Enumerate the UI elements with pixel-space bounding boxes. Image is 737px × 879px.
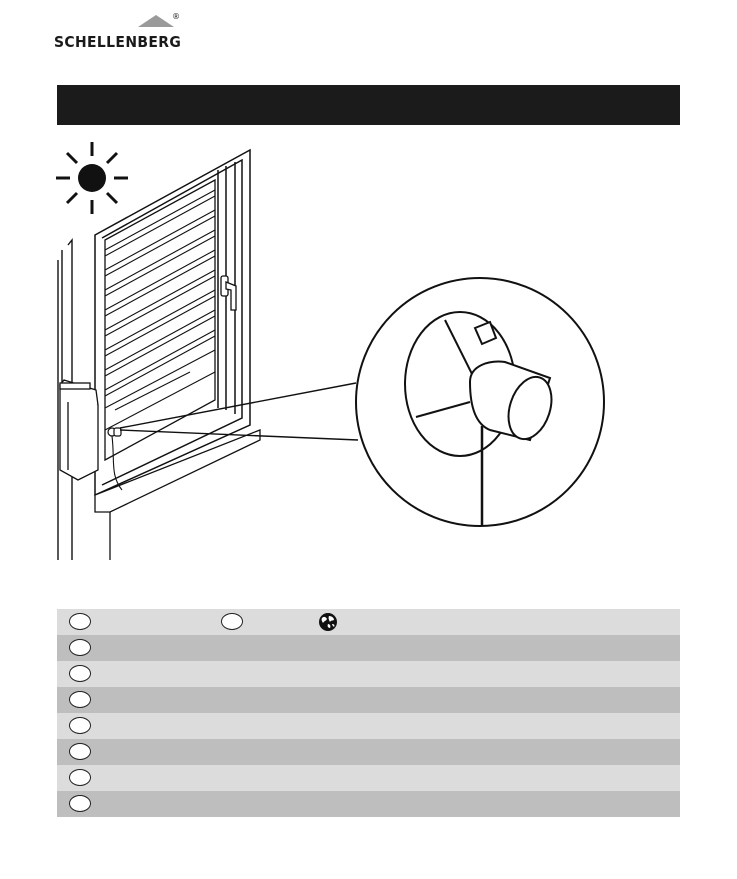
- registered-mark: ®: [172, 12, 180, 21]
- language-row: [57, 791, 680, 817]
- language-row: [57, 739, 680, 765]
- language-row: [57, 635, 680, 661]
- language-code-badge: [69, 769, 91, 786]
- brand-logo: [54, 14, 184, 54]
- language-code-badge: [221, 613, 243, 630]
- language-code-badge: [69, 795, 91, 812]
- language-code-badge: [69, 613, 91, 630]
- language-code-badge: [69, 717, 91, 734]
- title-bar: [57, 85, 680, 125]
- language-code-badge: [69, 743, 91, 760]
- language-code-badge: [69, 665, 91, 682]
- language-table: [57, 609, 680, 817]
- window-shutter-illustration: [50, 140, 680, 560]
- language-code-badge: [69, 639, 91, 656]
- logo-roof-icon: [138, 14, 174, 28]
- language-row: [57, 609, 680, 635]
- sun-icon: [56, 142, 128, 214]
- language-row: [57, 661, 680, 687]
- language-row: [57, 765, 680, 791]
- brand-name: SCHELLENBERG: [54, 33, 182, 51]
- language-code-badge: [69, 691, 91, 708]
- globe-icon: [317, 612, 339, 632]
- language-row: [57, 713, 680, 739]
- language-row: [57, 687, 680, 713]
- title-text: [57, 95, 69, 115]
